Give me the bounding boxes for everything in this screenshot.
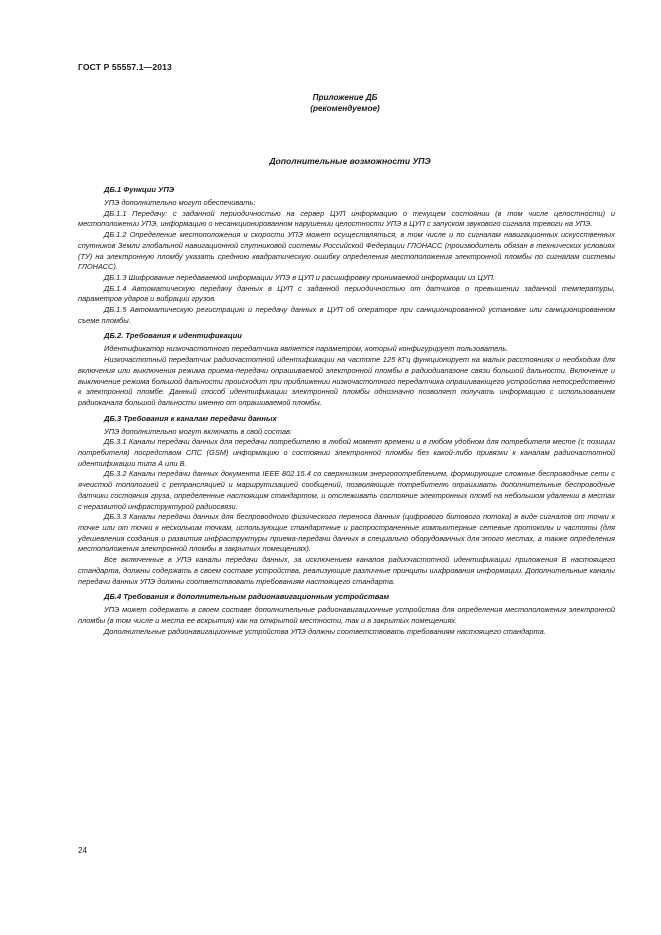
paragraph: УПЭ дополнительно могут обеспечивать: xyxy=(104,198,256,207)
appendix-block xyxy=(160,93,530,114)
paragraph: ДБ.1.4 Автоматическую передачу данных в ЦУП с заданной периодичностью от датчиков о превышении заданной температуры, параметров ударов и вибрации грузов. xyxy=(78,283,615,304)
appendix-title: Приложение ДБ xyxy=(312,93,378,102)
paragraph: УПЭ дополнительно могут включать в свой состав: xyxy=(104,426,292,436)
paragraph: УПЭ может содержать в своем составе дополнительные радионавигационные устройства для определения местоположения электронной пломбы (в том числе и места ее вскрытия) как на открытой местности, так и в закрытых помещениях. xyxy=(78,605,615,625)
paragraph: ДБ.3.1 Каналы передачи данных для передачи потребителю в любой момент времени и в любом удобном для потребителя месте (с позиции потребителя) посредством СПС (GSM) информацию о состоянии электронной пломбы без какой-либо привязки к каналам радиочастотной идентификации типа А или В. xyxy=(78,437,615,468)
paragraph: ДБ.3.2 Каналы передачи данных документа IEEE 802.15.4 со сверхнизким энергопотреблением, формирующие сложные беспроводные сети с ячеистой топологией с ретрансляцией и маршрутизацией сообщений, позволяющие потребителю опрашивать дополнительные беспроводные датчики состояния груза, определенные настоящим стандартом, и отслеживать состояние электронных пломб на небольшом удалении в местах с неразвитой инфраструктурой радиосвязи. xyxy=(78,469,615,511)
paragraph: Низкочастотный передатчик радиочастотной идентификации на частоте 125 КГц функционирует на малых расстояниях и необходим для включения или выключения режима приема-передачи опрашиваемой электронной пломбы в радиодиапазоне связи большой дальности. Включение и выключение режима большой дальности происходит при приближении низкочастотного передатчика опрашивающего устройства непосредственно к электронной пломбе. Данный способ идентификации электронной пломбы однозначно позволяет получать информацию с использованием радиоканала большой дальности именно от опрашиваемой пломбы. xyxy=(78,355,615,407)
paragraph: ДБ.1.1 Передачу: с заданной периодичностью на сервер ЦУП информацию о текущем состоянии (в том числе целостности) и местоположении УПЭ, информацию о несанкционированном нарушении целостности УПЭ в ЦУП с запуском звукового сигнала тревоги на УПЭ. xyxy=(78,208,615,229)
section-db3 xyxy=(78,413,615,588)
appendix-status: (рекомендуемое) xyxy=(310,103,380,113)
paragraph: Идентификатор низкочастотного передатчика является параметром, который конфигурирует пользователь. xyxy=(104,344,509,354)
section-db2 xyxy=(78,330,615,408)
section-heading: ДБ.4 Требования к дополнительным радионавигационным устройствам xyxy=(104,592,390,602)
paragraph: ДБ.1.2 Определение местоположения и скорости УПЭ может осуществляться, в том числе и по сигналам навигационных искусственных спутников Земли глобальной навигационной спутниковой системы Российской Федерации ГЛОНАСС (производитель обязан в технических условиях (ТУ) на электронную пломбу указать среднюю квадратическую ошибку определения местоположения электронной пломбы по сигналам системы ГЛОНАСС). xyxy=(78,230,615,272)
paragraph: ДБ.1.3 Шифрование передаваемой информации УПЭ в ЦУП и расшифровку принимаемой информации из ЦУП. xyxy=(104,272,496,282)
section-heading: ДБ.1 Функции УПЭ xyxy=(104,185,175,194)
document-header: ГОСТ Р 55557.1—2013 xyxy=(78,62,172,72)
paragraph: ДБ.3.3 Каналы передачи данных для беспроводного физического переноса данных (цифрового битового потока) в виде сигналов от точки к точке или от точки к нескольким точкам, использующие стандартные и распространенные компьютерные сетевые протоколы и частоты (для удешевления создания и развития инфраструктуры приема-передачи данных в специально оборудованных для этого местах, а также определения местоположения электронной пломбы в закрытых помещениях). xyxy=(78,512,615,554)
section-db1 xyxy=(78,184,615,326)
paragraph: Дополнительные радионавигационные устройства УПЭ должны соответствовать требованиям настоящего стандарта. xyxy=(104,626,546,636)
section-db4 xyxy=(78,591,615,637)
page-number: 24 xyxy=(78,846,88,855)
document-title: Дополнительные возможности УПЭ xyxy=(269,156,431,166)
document-body xyxy=(78,184,615,641)
paragraph: ДБ.1.5 Автоматическую регистрацию и передачу данных в ЦУП об операторе при санкционированной установке или санкционированном съеме пломбы. xyxy=(78,305,615,325)
paragraph: Все включенные в УПЭ каналы передачи данных, за исключением каналов радиочастотной идентификации приложения В настоящего стандарта, должны содержать в своем составе устройства, реализующие различные принципы шифрования информации. Дополнительные каналы передачи данных УПЭ должны соответствовать требованиям настоящего стандарта. xyxy=(78,555,615,586)
section-heading: ДБ.3 Требования к каналам передачи данных xyxy=(104,413,277,423)
section-heading: ДБ.2. Требования к идентификации xyxy=(104,331,242,341)
